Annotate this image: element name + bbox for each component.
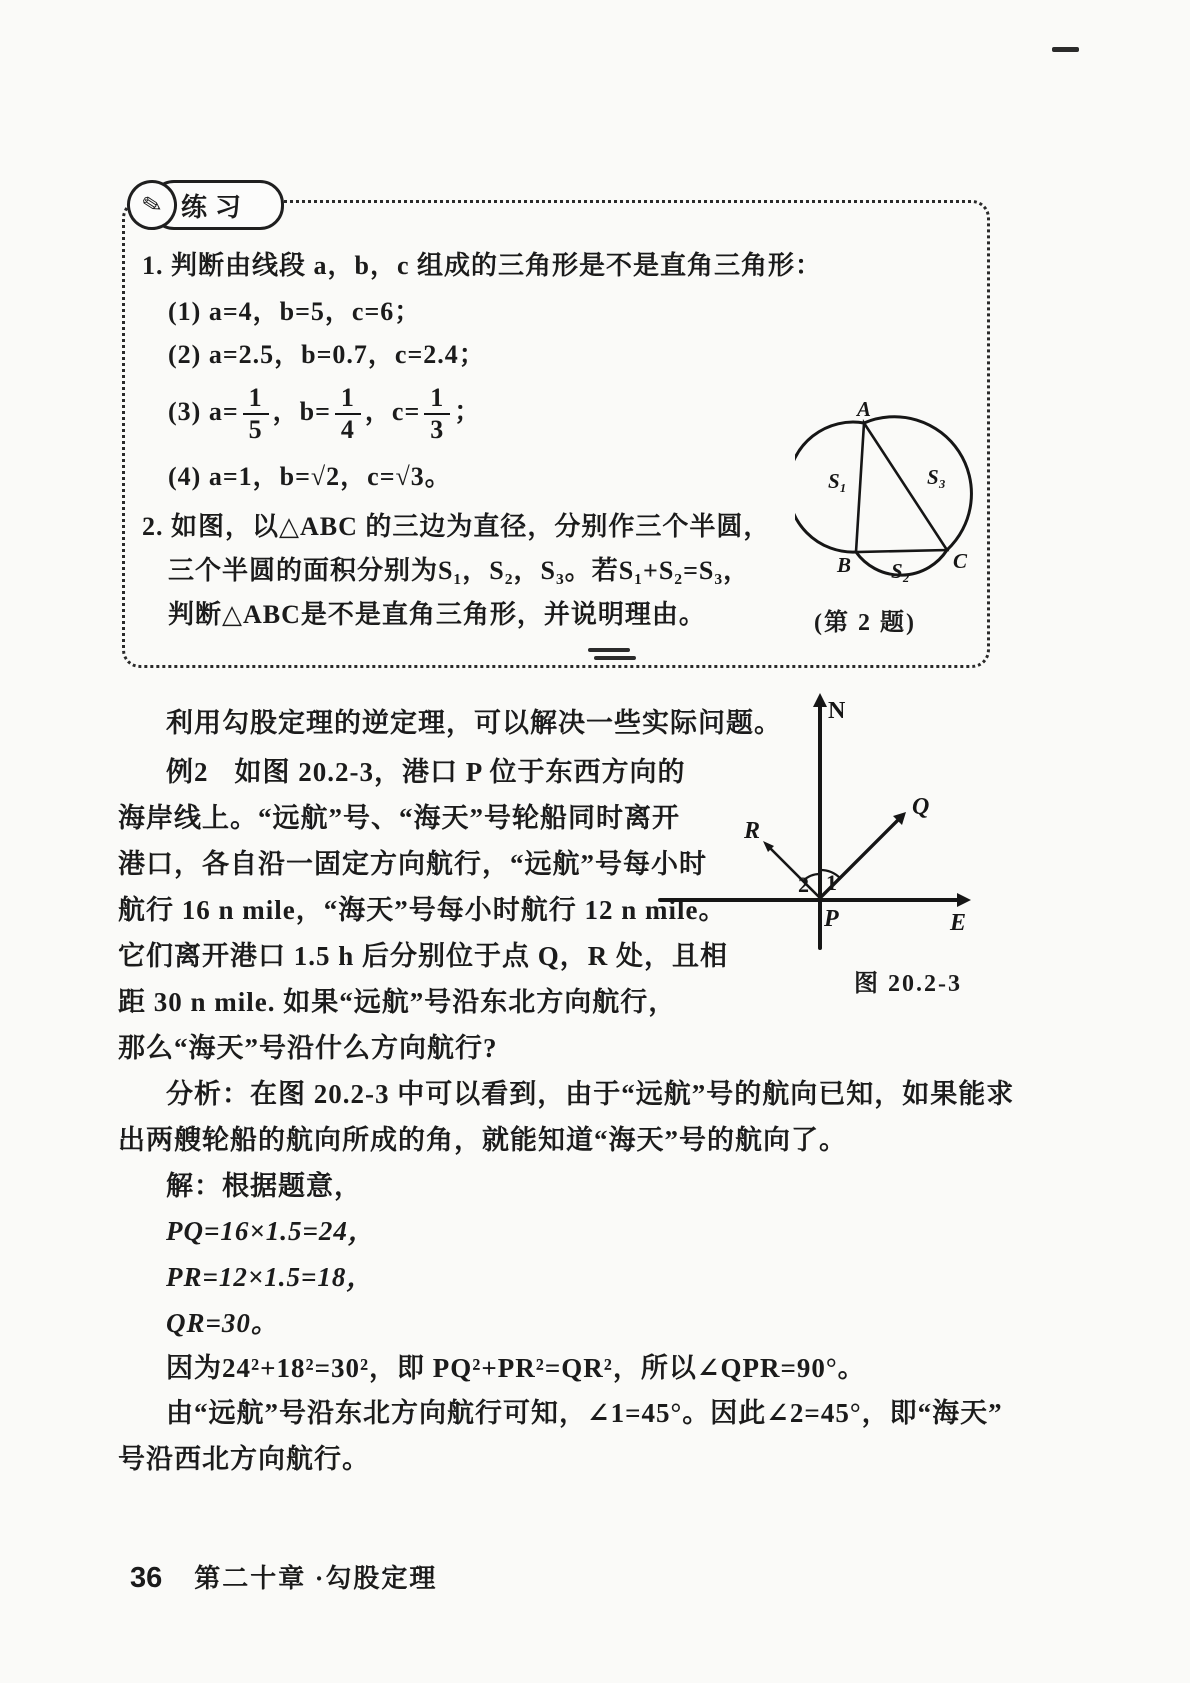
label-angle1: 1 (826, 870, 837, 895)
problem2-line3: 判断△ABC是不是直角三角形，并说明理由。 (168, 600, 706, 629)
fraction-b-den: 4 (340, 415, 355, 444)
label-B: B (837, 553, 852, 577)
example-line-2: 海岸线上。“远航”号、“海天”号轮船同时离开 (118, 803, 680, 833)
problem1-stem: 1. 判断由线段 a，b，c 组成的三角形是不是直角三角形： (142, 251, 823, 280)
problem1-item3 (168, 385, 481, 443)
problem1-item4: (4) a=1，b=√2，c=√3。 (168, 462, 452, 491)
figure-semicircles (795, 380, 985, 592)
label-E: E (950, 910, 967, 936)
fraction-c-den: 3 (430, 415, 445, 444)
fraction-a (243, 385, 269, 443)
problem1-item2: (2) a=2.5，b=0.7，c=2.4； (168, 340, 486, 369)
example-line-5: 它们离开港口 1.5 h 后分别位于点 Q，R 处，且相 (118, 941, 729, 971)
scan-artifact-dash (1052, 47, 1079, 52)
solution-line-4: 因为24²+18²=30²，即 PQ²+PR²=QR²，所以∠QPR=90°。 (166, 1353, 866, 1383)
label-P: P (824, 906, 839, 932)
page-number: 36 (130, 1562, 163, 1594)
exercise-badge (139, 180, 284, 230)
figure-semicircles-svg (795, 380, 985, 592)
exercise-badge-label: 练习 (181, 193, 250, 222)
fraction-c-num: 1 (424, 385, 450, 415)
fraction-c (424, 385, 450, 443)
label-S1: S₁ (828, 469, 848, 493)
problem2-line2: 三个半圆的面积分别为S₁，S₂，S₃。若S₁+S₂=S₃， (168, 556, 751, 585)
label-Q: Q (912, 794, 930, 820)
figure-axes-svg (650, 690, 980, 958)
example-line-1 (166, 752, 686, 792)
example-line-6: 距 30 n mile. 如果“远航”号沿东北方向航行， (118, 987, 677, 1017)
problem1-item1: (1) a=4，b=5，c=6； (168, 297, 422, 326)
chapter-title: 第二十章 ·勾股定理 (194, 1564, 438, 1593)
problem2-line1: 2. 如图，以△ABC 的三边为直径，分别作三个半圆， (142, 512, 771, 541)
figure2-caption: 图 20.2-3 (854, 971, 962, 997)
label-S3: S₃ (927, 465, 947, 489)
east-arrowhead (957, 893, 971, 907)
equation-QR: QR=30。 (166, 1308, 279, 1338)
analysis-line-2: 出两艘轮船的航向所成的角，就能知道“海天”号的航向了。 (118, 1125, 847, 1155)
fraction-a-num: 1 (243, 385, 269, 415)
example-line1-text: 如图 20.2-3，港口 P 位于东西方向的 (234, 757, 686, 787)
solution-head: 解： (166, 1171, 222, 1201)
item3-pre: (3) a= (168, 397, 239, 426)
solution-line-6: 号沿西北方向航行。 (118, 1444, 370, 1474)
label-angle2: 2 (798, 872, 809, 897)
label-A: A (857, 397, 872, 421)
example-label: 例2 (166, 757, 209, 787)
equation-PR: PR=12×1.5=18， (166, 1262, 375, 1292)
page-footer (130, 1558, 437, 1595)
equation-PQ: PQ=16×1.5=24， (166, 1216, 376, 1246)
ray-PR (768, 846, 820, 898)
item3-end: ； (454, 397, 482, 426)
solution-head-text: 根据题意， (222, 1171, 362, 1201)
analysis-line-1 (166, 1074, 1014, 1114)
solution-head-line (166, 1166, 362, 1206)
solution-line-5: 由“远航”号沿东北方向航行可知，∠1=45°。因此∠2=45°，即“海天” (166, 1398, 1003, 1428)
example-line-4: 航行 16 n mile，“海天”号每小时航行 12 n mile。 (118, 895, 727, 925)
intro-paragraph: 利用勾股定理的逆定理，可以解决一些实际问题。 (166, 708, 782, 738)
north-arrowhead (813, 693, 827, 707)
example-last-line: 那么“海天”号沿什么方向航行? (118, 1033, 498, 1063)
label-N: N (828, 698, 846, 724)
fraction-b-num: 1 (335, 385, 361, 415)
fraction-a-den: 5 (248, 415, 263, 444)
analysis-head: 分析： (166, 1079, 250, 1109)
analysis-line1-text: 在图 20.2-3 中可以看到，由于“远航”号的航向已知，如果能求 (250, 1079, 1015, 1109)
fraction-b (335, 385, 361, 443)
item3-sep2: ，c= (364, 397, 421, 426)
example-line-3: 港口，各自沿一固定方向航行，“远航”号每小时 (118, 849, 707, 879)
figure1-caption: (第 2 题) (814, 610, 916, 636)
label-S2: S₂ (891, 559, 911, 583)
item3-sep1: ，b= (272, 397, 331, 426)
pencil-icon: ✎ (122, 175, 181, 234)
figure-axes (650, 690, 980, 958)
label-R: R (744, 818, 761, 844)
label-C: C (953, 549, 968, 573)
semicircle-s3-arc (864, 417, 971, 550)
